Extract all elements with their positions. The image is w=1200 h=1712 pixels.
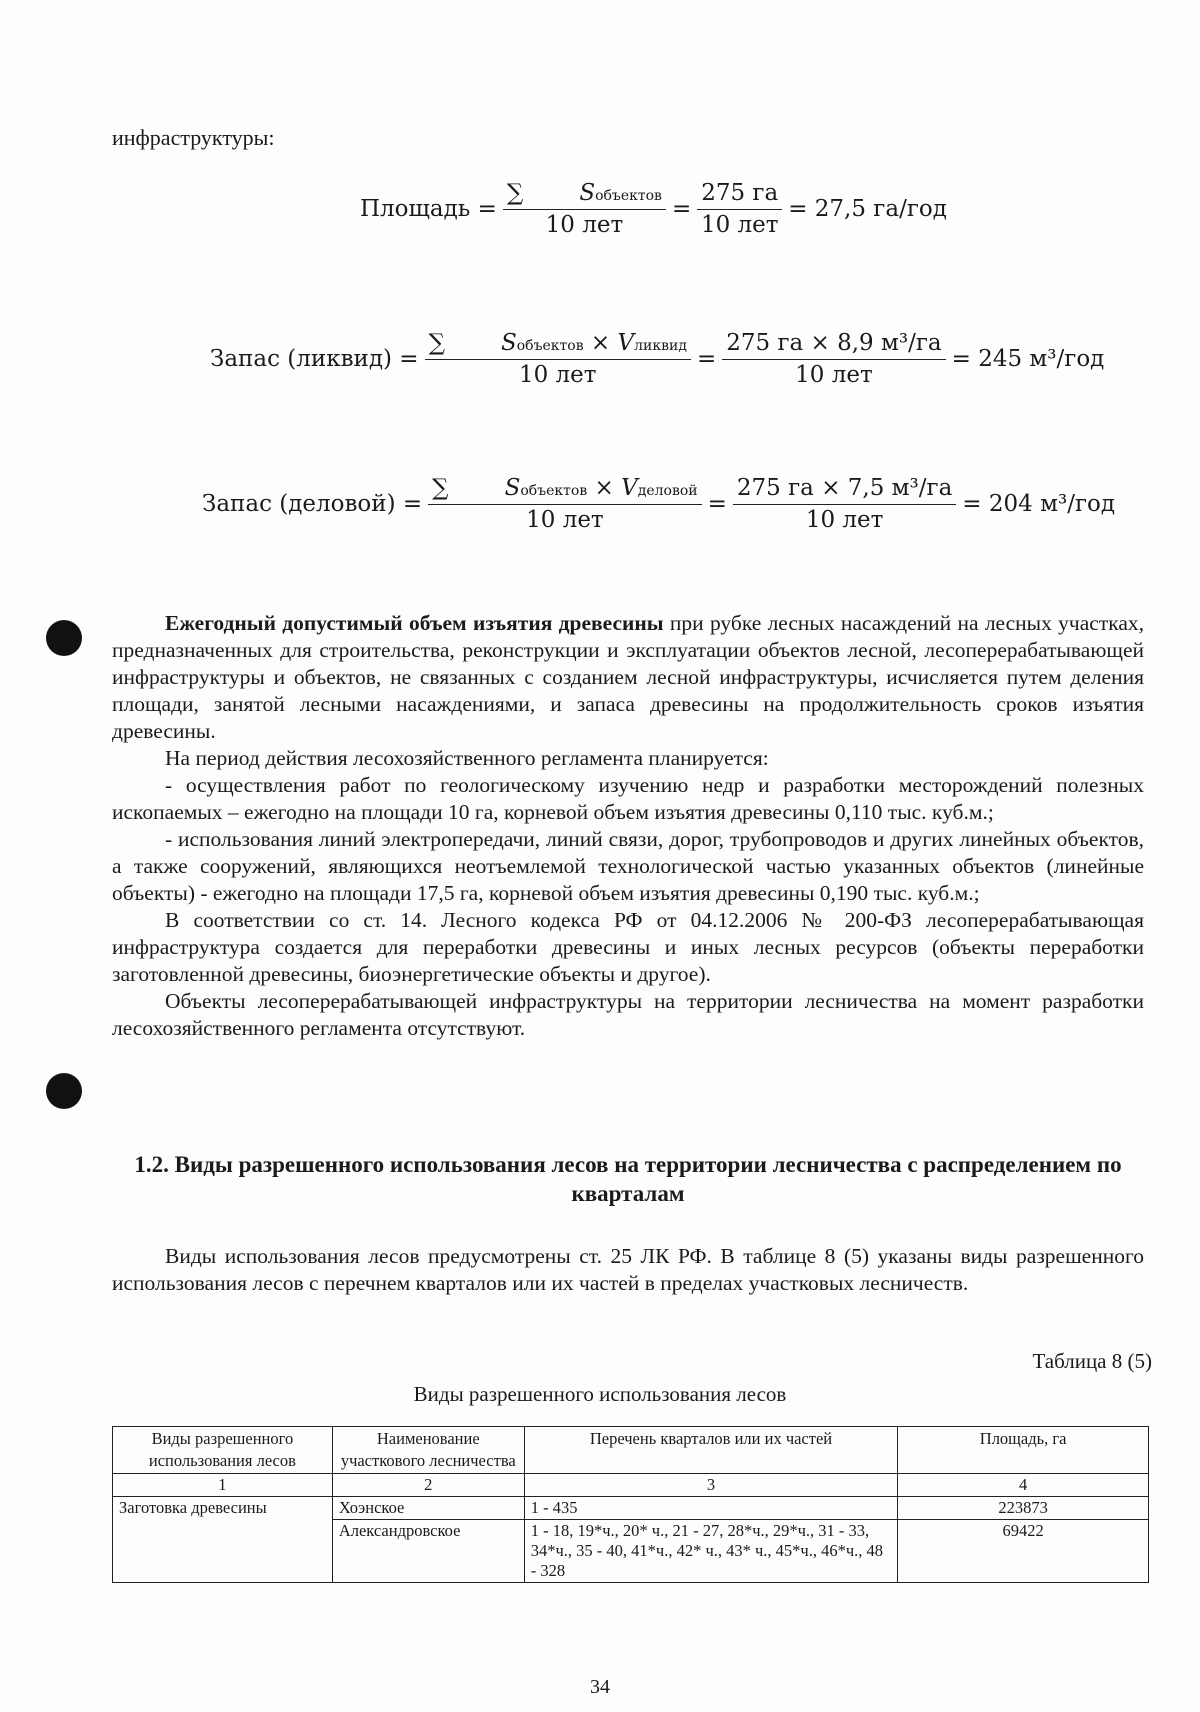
fraction-numerator: 275 га × 7,5 м³/га	[733, 475, 956, 505]
subscript: деловой	[637, 483, 698, 499]
header-cell: Перечень кварталов или их частей	[524, 1427, 898, 1474]
table-title: Виды разрешенного использования лесов	[413, 1382, 787, 1406]
use-type-cell: Заготовка древесины	[113, 1497, 333, 1583]
quarters-cell: 1 - 18, 19*ч., 20* ч., 21 - 27, 28*ч., 29*ч., 31 - 33, 34*ч., 35 - 40, 41*ч., 42* ч., 43* ч., 45*ч., 46*ч., 48 - 328	[524, 1520, 898, 1583]
binder-hole-mark	[46, 1073, 82, 1109]
formula-result: = 27,5 га/год	[788, 196, 947, 222]
fraction-denominator: 10 лет	[805, 507, 884, 533]
formula-area	[360, 180, 947, 238]
formula-fraction	[425, 330, 691, 388]
body-text	[112, 610, 1144, 1042]
fraction-denominator: 10 лет	[545, 212, 624, 238]
formula-lhs: Запас (ликвид) =	[210, 346, 419, 372]
area-cell: 223873	[898, 1497, 1149, 1520]
formula-liquid-stock	[210, 330, 1104, 388]
variable: S	[579, 180, 596, 206]
fraction-numerator	[428, 475, 701, 505]
fraction-denominator: 10 лет	[518, 362, 597, 388]
paragraph: Объекты лесоперерабатывающей инфраструктуры на территории лесничества на момент разработки лесохозяйственного регламента отсутствуют.	[112, 989, 1144, 1040]
fraction-numerator: 275 га × 8,9 м³/га	[722, 330, 945, 360]
table-label: Таблица 8 (5)	[1032, 1349, 1152, 1373]
column-number-row	[113, 1474, 1149, 1497]
sigma-symbol: ∑	[428, 330, 445, 356]
variable: S	[500, 330, 517, 356]
paragraph: Виды использования лесов предусмотрены ст. 25 ЛК РФ. В таблице 8 (5) указаны виды разрешенного использования лесов с перечнем кварталов или их частей в пределах участковых лесничеств.	[112, 1244, 1144, 1295]
column-number: 2	[332, 1474, 524, 1497]
column-number: 3	[524, 1474, 898, 1497]
formula-result: = 245 м³/год	[951, 346, 1105, 372]
subscript: ликвид	[634, 338, 687, 354]
paragraph	[112, 610, 1144, 745]
paragraph: - осуществления работ по геологическому изучению недр и разработки месторождений полезных ископаемых – ежегодно на площади 10 га, корневой объем изъятия древесины 0,110 тыс. куб.м.;	[112, 773, 1144, 824]
formula-business-stock	[202, 475, 1115, 533]
equals-sign: =	[671, 196, 692, 222]
forest-use-table	[112, 1426, 1149, 1583]
formula-fraction	[428, 475, 701, 533]
section-intro	[112, 1243, 1144, 1297]
fraction-numerator	[425, 330, 691, 360]
quarters-cell: 1 - 435	[524, 1497, 898, 1520]
table-row	[113, 1497, 1149, 1520]
formula-fraction	[722, 330, 945, 388]
subscript: объектов	[520, 483, 588, 499]
formula-fraction	[697, 180, 782, 238]
equals-sign: =	[707, 491, 727, 517]
header-cell: Виды разрешенного использования лесов	[113, 1427, 333, 1474]
forestry-cell: Александровское	[332, 1520, 524, 1583]
column-number: 4	[898, 1474, 1149, 1497]
variable: V	[621, 475, 638, 501]
variable: V	[617, 330, 635, 356]
formula-result: = 204 м³/год	[962, 491, 1116, 517]
column-number: 1	[113, 1474, 333, 1497]
formula-fraction	[733, 475, 956, 533]
paragraph: В соответствии со ст. 14. Лесного кодекса РФ от 04.12.2006 № 200-ФЗ лесоперерабатывающая инфраструктура создается для переработки древесины и иных лесных ресурсов (объекты переработки заготовленной древесины, биоэнергетические объекты и другое).	[112, 908, 1144, 986]
formula-lhs: Площадь =	[360, 196, 497, 222]
fraction-denominator: 10 лет	[795, 362, 873, 388]
sigma-symbol: ∑	[506, 180, 524, 206]
fraction-numerator: 275 га	[697, 180, 782, 210]
times-sign: ×	[594, 475, 614, 501]
section-title: 1.2. Виды разрешенного использования лесов на территории лесничества с распределением по кварталам	[134, 1152, 1122, 1206]
area-cell: 69422	[898, 1520, 1149, 1583]
paragraph-text: при рубке лесных насаждений на лесных участках, предназначенных для строительства, реконструкции и эксплуатации объектов лесной, лесоперерабатывающей инфраструктуры и объектов, не связанных с созданием лесной инфраструктуры, исчисляется путем деления площади, занятой лесными насаждениями, и запаса древесины на продолжительность сроков изъятия древесины.	[112, 611, 1145, 743]
formula-lhs: Запас (деловой) =	[202, 491, 423, 517]
page-number: 34	[590, 1676, 610, 1698]
intro-line: инфраструктуры:	[112, 125, 275, 150]
subscript: объектов	[595, 188, 662, 204]
header-cell: Площадь, га	[898, 1427, 1149, 1474]
fraction-denominator: 10 лет	[700, 212, 779, 238]
forestry-cell: Хоэнское	[332, 1497, 524, 1520]
equals-sign: =	[696, 346, 717, 372]
header-cell: Наименование участкового лесничества	[332, 1427, 524, 1474]
binder-hole-mark	[46, 620, 82, 656]
fraction-denominator: 10 лет	[526, 507, 604, 533]
sigma-symbol: ∑	[432, 475, 449, 501]
bold-term: Ежегодный допустимый объем изъятия древесины	[165, 611, 664, 635]
times-sign: ×	[590, 330, 611, 356]
subscript: объектов	[516, 338, 584, 354]
fraction-numerator	[503, 180, 666, 210]
paragraph: На период действия лесохозяйственного регламента планируется:	[165, 746, 769, 770]
variable: S	[504, 475, 521, 501]
table-header-row	[113, 1427, 1149, 1474]
paragraph: - использования линий электропередачи, линий связи, дорог, трубопроводов и других линейных объектов, а также сооружений, являющихся неотъемлемой технологической частью указанных объектов (линейные объекты) - ежегодно на площади 17,5 га, корневой объем изъятия древесины 0,190 тыс. куб.м.;	[112, 827, 1144, 905]
formula-fraction	[503, 180, 666, 238]
